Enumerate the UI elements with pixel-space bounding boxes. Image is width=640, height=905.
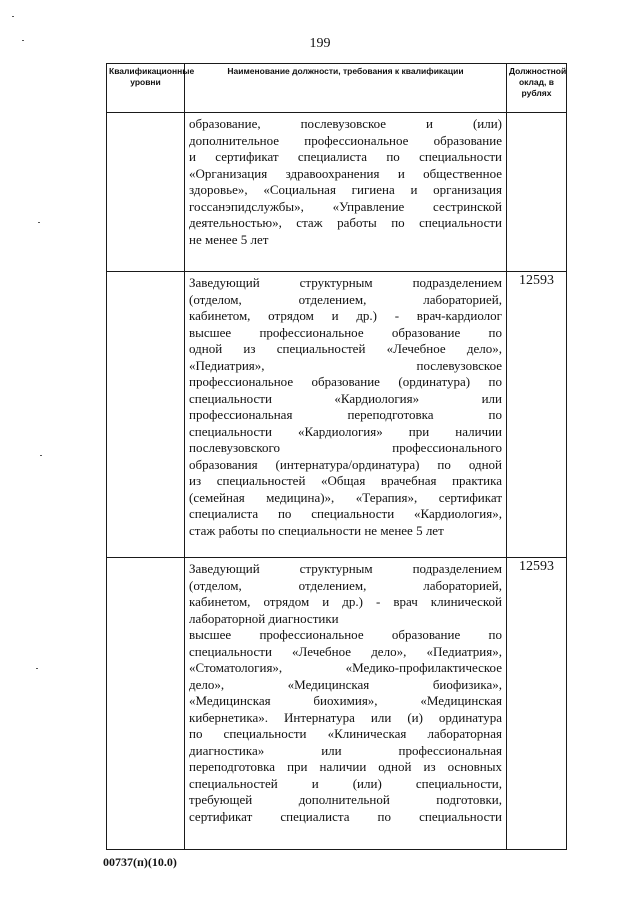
requirements-line: послевузовского профессионального — [189, 440, 502, 455]
table-header-row — [107, 64, 567, 113]
table-row — [107, 558, 567, 850]
requirements-line: специальности «Кардиология» или — [189, 390, 502, 406]
requirements-line: специалиста по специальности «Кардиология», — [189, 506, 502, 521]
requirements-line: образования (интернатура/ординатура) по одной — [189, 456, 502, 472]
requirements-line: по специальности «Клиническая лабораторная — [189, 726, 502, 741]
table-row — [107, 113, 567, 272]
requirements-line: Заведующий структурным подразделением — [189, 275, 502, 290]
requirements-line: «Стоматология», «Медико-профилактическое — [189, 660, 502, 675]
header-salary: Должностной оклад, в рублях — [507, 64, 567, 113]
requirements-line: дело», «Медицинская биофизика», — [189, 676, 502, 692]
requirements-line: Заведующий структурным подразделением — [189, 561, 502, 576]
requirements-line: «Организация здравоохранения и общественное — [189, 165, 502, 181]
requirements-line: профессиональное образование (ординатура) по — [189, 374, 502, 389]
requirements-line: не менее 5 лет — [189, 231, 269, 247]
scan-speck — [36, 668, 38, 669]
requirements-line: высшее профессиональное образование по — [189, 324, 502, 340]
requirements-line: переподготовка при наличии одной из основных — [189, 759, 502, 774]
qualification-level-cell — [107, 558, 185, 850]
salary-cell: 12593 — [507, 558, 567, 850]
header-qualification-levels: Квалификационные уровни — [107, 64, 185, 113]
page-number: 199 — [309, 36, 331, 51]
requirements-line: специальности «Кардиология» при наличии — [189, 423, 502, 439]
requirements-line: сертификат специалиста по специальности — [189, 808, 502, 824]
requirements-line: стаж работы по специальности не менее 5 лет — [189, 522, 444, 538]
salary-cell — [507, 113, 567, 272]
requirements-line: образование, послевузовское и (или) — [189, 116, 502, 131]
requirements-line: специальностей и (или) специальности, — [189, 775, 502, 791]
requirements-line: «Медицинская биохимия», «Медицинская — [189, 693, 502, 708]
document-code: 00737(п)(10.0) — [103, 855, 177, 869]
requirements-line: (отделом, отделением, лабораторией, — [189, 577, 502, 593]
requirements-line: требующей дополнительной подготовки, — [189, 792, 502, 807]
qualification-level-cell — [107, 113, 185, 272]
scan-speck — [40, 455, 42, 456]
scan-speck — [12, 16, 14, 17]
requirements-line: специальности «Лечебное дело», «Педиатрия», — [189, 643, 502, 659]
requirements-cell — [185, 272, 507, 558]
requirements-line: госсанэпидслужбы», «Управление сестринской — [189, 198, 502, 214]
requirements-line: (отделом, отделением, лабораторией, — [189, 291, 502, 307]
salary-cell: 12593 — [507, 272, 567, 558]
requirements-line: дополнительное профессиональное образование — [189, 132, 502, 148]
header-position-requirements: Наименование должности, требования к квалификации — [185, 64, 507, 113]
scan-speck — [38, 222, 40, 223]
requirements-line: лабораторной диагностики — [189, 610, 339, 626]
requirements-line: из специальностей «Общая врачебная практика — [189, 473, 502, 488]
scan-speck — [22, 40, 24, 41]
table-row — [107, 272, 567, 558]
qualification-level-cell — [107, 272, 185, 558]
requirements-cell — [185, 113, 507, 272]
requirements-cell — [185, 558, 507, 850]
requirements-line: профессиональная переподготовка по — [189, 407, 502, 422]
requirements-line: диагностика» или профессиональная — [189, 742, 502, 758]
qualification-table — [106, 63, 567, 850]
requirements-line: высшее профессиональное образование по — [189, 627, 502, 642]
requirements-line: кабинетом, отрядом и др.) - врач клинической — [189, 594, 502, 609]
requirements-line: здоровье», «Социальная гигиена и организация — [189, 182, 502, 197]
requirements-line: (семейная медицина)», «Терапия», сертификат — [189, 489, 502, 505]
requirements-line: деятельностью», стаж работы по специальности — [189, 215, 502, 230]
requirements-line: и сертификат специалиста по специальности — [189, 149, 502, 164]
requirements-line: одной из специальностей «Лечебное дело», — [189, 341, 502, 356]
requirements-line: кибернетика». Интернатура или (и) ординатура — [189, 709, 502, 725]
requirements-line: «Педиатрия», послевузовское — [189, 357, 502, 373]
requirements-line: кабинетом, отрядом и др.) - врач-кардиолог — [189, 308, 502, 323]
